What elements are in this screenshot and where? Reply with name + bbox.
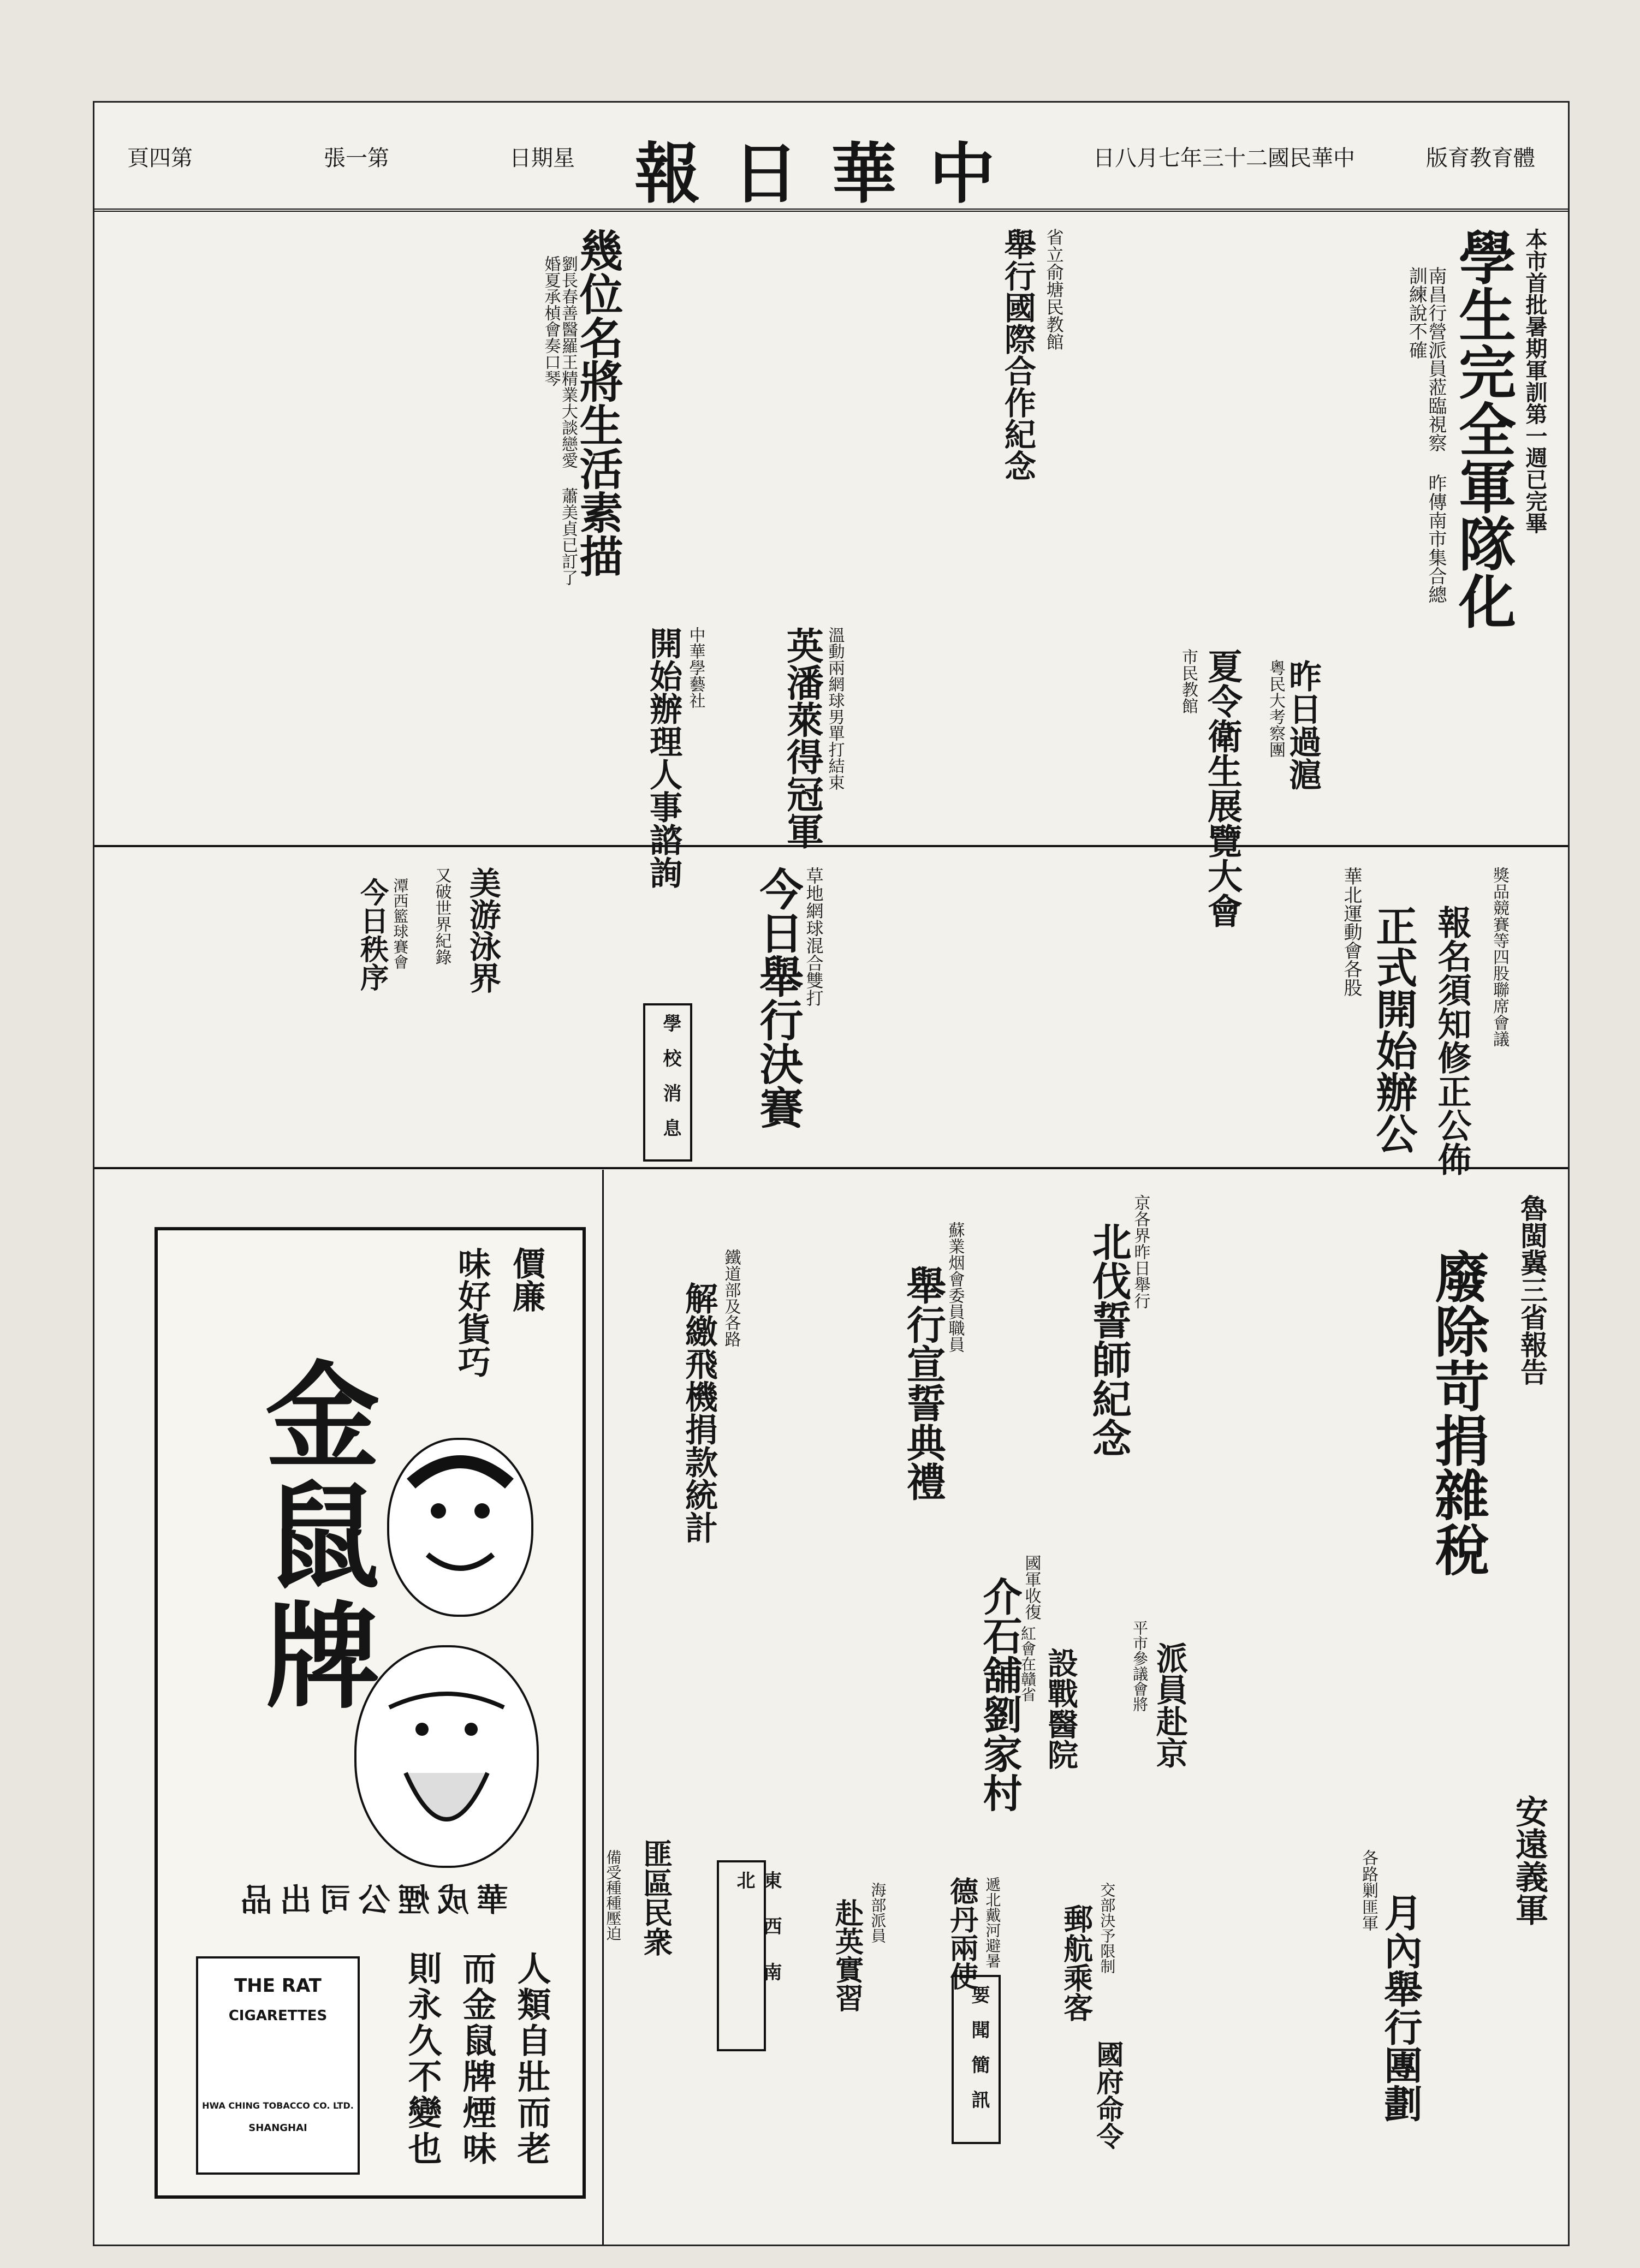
newspaper-page — [93, 101, 1570, 2246]
ad-tagline-1: 人類自壯而老 — [512, 1951, 551, 2167]
ad-portrait-young-man — [387, 1438, 533, 1617]
headline-today-order: 今日秩序 — [355, 878, 389, 991]
headline-oath-ceremony: 舉行宣誓典禮 — [900, 1265, 947, 1501]
subhead-aircraft-fund: 鐵道部及各路 — [721, 1249, 741, 1347]
headline-tennis-champion: 英潘萊得冠軍 — [780, 627, 824, 849]
subhead-tennis-champion: 溫動兩網球男單打結束 — [825, 627, 845, 790]
subhead-hygiene-fair: 市民教館 — [1179, 648, 1198, 714]
subhead-passing-shanghai: 粵民大考察團 — [1266, 659, 1285, 758]
headline-coop-memorial: 舉行國際合作紀念 — [999, 228, 1036, 481]
ad-portrait-old-man — [354, 1645, 539, 1868]
east-west-box: 東西南北 — [717, 1860, 766, 2051]
subhead-bandit-campaign: 各路剿匪軍 — [1359, 1849, 1378, 1931]
masthead — [94, 103, 1568, 212]
subhead-field-hospital: 紅會在贛省 — [1019, 1626, 1037, 1702]
section-rule — [94, 845, 1570, 847]
subhead-oath-ceremony: 蘇業烟會委員職員 — [945, 1222, 965, 1353]
lead-kicker: 本市首批暑期軍訓第一週已完畢 — [1522, 228, 1548, 534]
headline-registration: 報名須知修正公佈 — [1432, 905, 1472, 1176]
headline-bandit-area: 匪區民衆 — [638, 1838, 674, 1956]
subhead-registration: 獎品競賽等四股聯席會議 — [1490, 867, 1509, 1047]
headline-field-hospital: 設戰醫院 — [1043, 1647, 1079, 1770]
headline-uk-training: 赴英實習 — [830, 1898, 864, 2012]
subhead-coop-memorial: 省立俞塘民教館 — [1043, 228, 1065, 350]
edition-label: 版育教育體 — [1426, 146, 1535, 171]
newspaper-title: 報日華中 — [634, 135, 1028, 212]
headline-anyuan-militia: 安遠義軍 — [1510, 1795, 1548, 1926]
bottom-right-body — [1240, 1194, 1546, 1773]
lead-headline: 學生完全軍隊化 — [1449, 228, 1517, 629]
page-number: 頁四第 — [127, 146, 193, 171]
subhead-send-to-nanjing: 平市參議會將 — [1131, 1620, 1149, 1712]
subhead-final-match: 草地網球混合雙打 — [803, 867, 824, 1007]
headline-abolish-tax: 廢除苛捐雜稅 — [1425, 1249, 1490, 1576]
headline-bandit-campaign: 月內舉行團劃 — [1378, 1893, 1423, 2122]
subhead-northern-expedition: 京各界昨日舉行 — [1131, 1194, 1150, 1309]
headline-generals-sketch: 幾位名將生活素描 — [572, 228, 623, 578]
school-news-box: 學校消息 — [643, 1003, 692, 1162]
date-line: 日八月七年三十二國民華中 — [1093, 146, 1355, 171]
ad-slogan-price: 價廉 — [507, 1247, 545, 1312]
cigarette-advertisement — [155, 1227, 586, 2199]
headline-final-match: 今日舉行決賽 — [752, 867, 804, 1129]
sheet-label: 張一第 — [324, 146, 389, 171]
subhead-personnel-consult: 中華學藝社 — [686, 627, 705, 709]
headline-northern-expedition: 北伐誓師紀念 — [1085, 1222, 1132, 1457]
subhead-office-opening: 華北運動會各股 — [1340, 867, 1362, 997]
ad-tagline-2: 而金鼠牌煙味 — [457, 1951, 497, 2167]
subhead-bandit-area: 備受種種壓迫 — [604, 1849, 622, 1941]
subhead-uk-training: 海部派員 — [869, 1882, 887, 1943]
headline-liu-village: 介石舖劉家村 — [976, 1576, 1023, 1812]
ad-brand-name: 金鼠牌 — [246, 1356, 381, 1716]
ad-cigarette-pack — [196, 1956, 360, 2175]
headline-passing-shanghai: 昨日過滬 — [1284, 659, 1322, 790]
headline-personnel-consult: 開始辦理人事諮詢 — [644, 627, 682, 889]
pack-city: SHANGHAI — [248, 2122, 307, 2134]
pack-maker: HWA CHING TOBACCO CO. LTD. — [202, 2100, 354, 2111]
brief-news-box: 要聞簡訊 — [952, 1975, 1001, 2144]
ad-slogan-quality: 味好貨巧 — [453, 1247, 491, 1378]
section-rule — [94, 1167, 1570, 1169]
headline-hygiene-fair: 夏令衛生展覽大會 — [1202, 648, 1243, 928]
subhead-envoys: 遞北戴河避暑 — [983, 1877, 1002, 1968]
headline-send-to-nanjing: 派員赴京 — [1151, 1642, 1188, 1769]
subhead-swimming: 又破世界紀錄 — [432, 867, 451, 965]
headline-national-gov-order: 國府命令 — [1092, 2040, 1125, 2150]
middle-center-body — [859, 867, 1241, 1156]
subhead-air-mail-passengers: 交部決予限制 — [1098, 1882, 1116, 1974]
bottom-center-body — [619, 1194, 1164, 1817]
lead-subhead: 南昌行營派員蒞臨視察 昨傳南市集合總訓練說不確 — [1405, 266, 1447, 604]
pack-brand: THE RAT — [234, 1975, 322, 1997]
subhead-generals-sketch: 劉長春善醫羅王精業大談戀愛 蕭美貞已訂了婚夏承楨會奏口琴 — [541, 255, 578, 586]
generals-body — [116, 228, 531, 829]
subhead-abolish-tax: 魯閩冀三省報告 — [1516, 1194, 1548, 1385]
headline-air-mail-passengers: 郵航乘客 — [1059, 1904, 1094, 2022]
column-rule — [602, 1170, 604, 2246]
headline-office-opening: 正式開始辦公 — [1369, 905, 1418, 1154]
ad-tagline-3: 則永久不變也 — [402, 1951, 442, 2167]
ad-company-name: 華成煙公司出品 — [233, 1882, 509, 1919]
middle-left-body — [116, 867, 335, 1156]
pack-type: CIGARETTES — [228, 2008, 328, 2024]
headline-envoys: 德丹兩使 — [944, 1877, 978, 1990]
headline-swimming: 美游泳界 — [464, 867, 501, 993]
subhead-liu-village: 國軍收復 — [1021, 1555, 1041, 1620]
headline-aircraft-fund: 解繳飛機捐款統計 — [680, 1282, 718, 1544]
weekday-label: 日期星 — [509, 146, 575, 171]
subhead-today-order: 潭西籃球賽會 — [391, 878, 409, 969]
